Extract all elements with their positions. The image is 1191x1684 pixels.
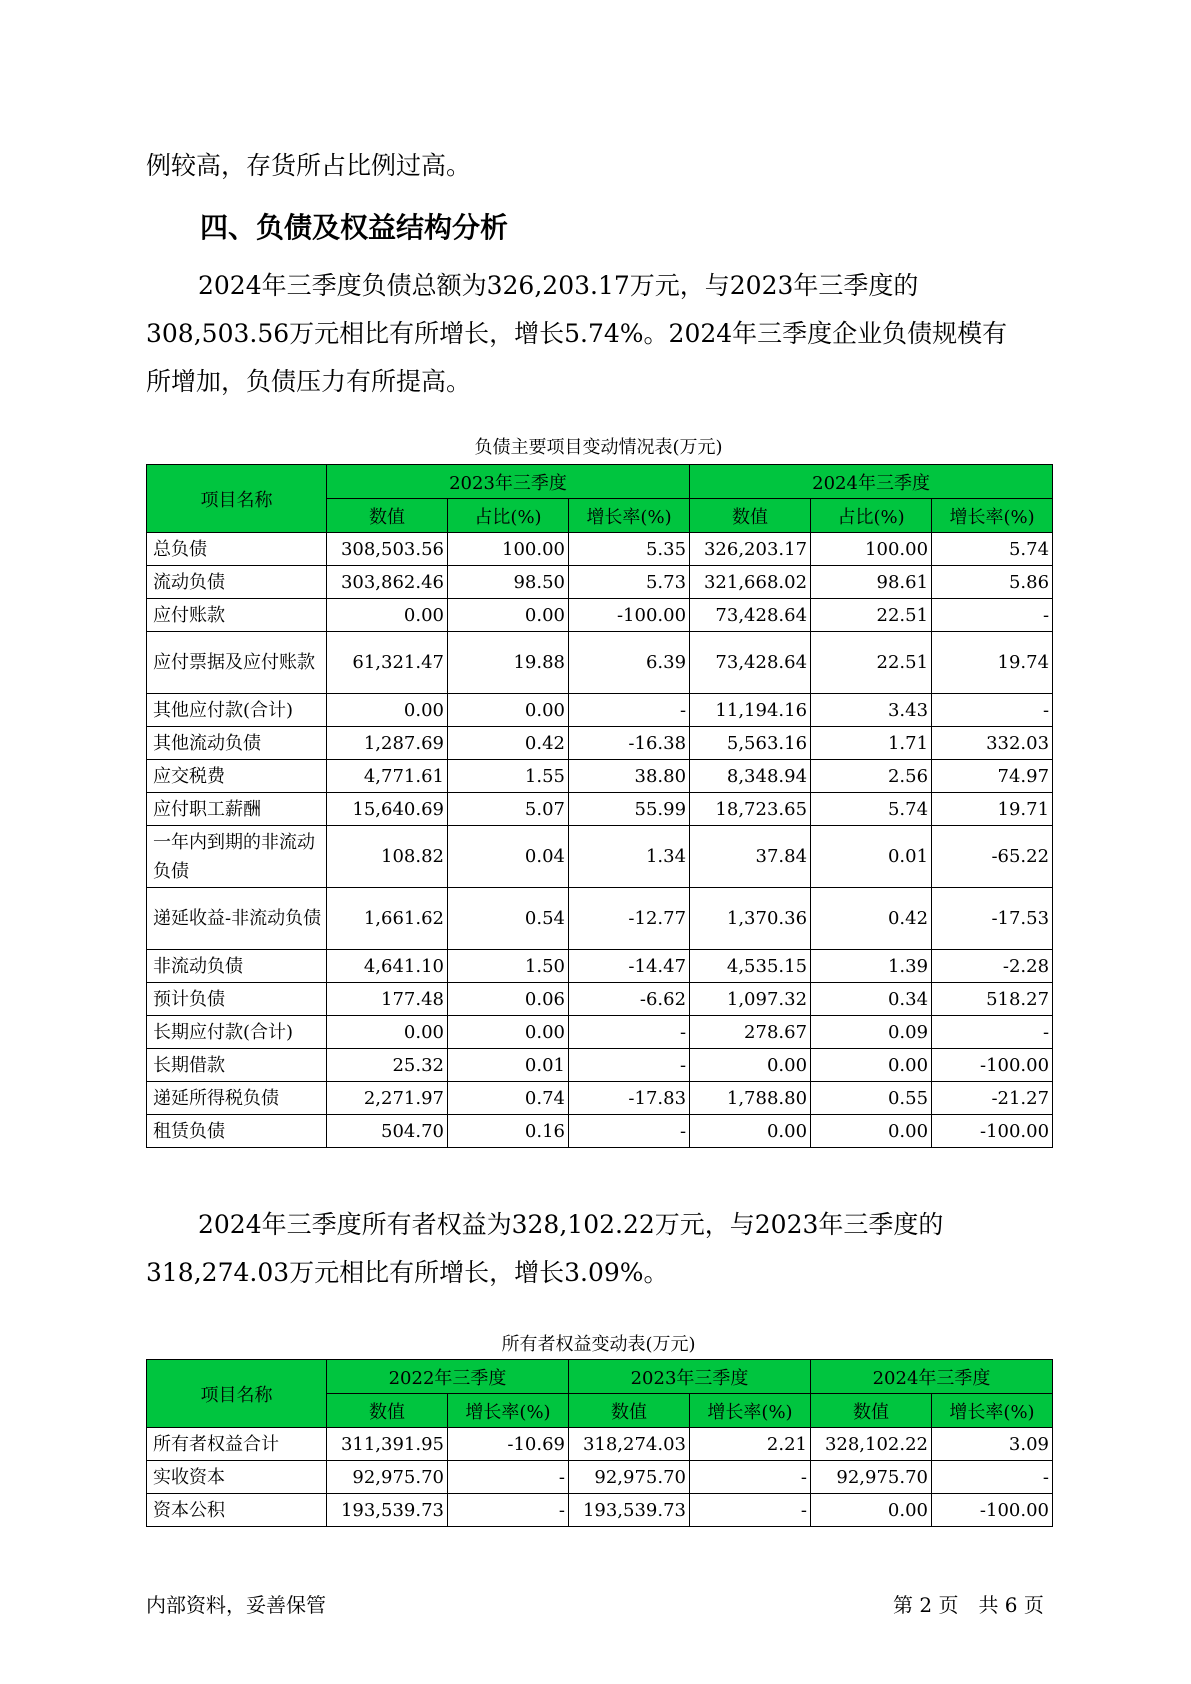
liability-table	[146, 464, 1053, 1148]
table-cell: -	[690, 1461, 811, 1494]
table-cell: 0.09	[811, 1016, 932, 1049]
row-label: 应交税费	[147, 760, 327, 793]
table-cell: -	[932, 599, 1053, 632]
table-cell: 5.74	[932, 533, 1053, 566]
row-label: 长期应付款(合计)	[147, 1016, 327, 1049]
paragraph-line: 2024年三季度负债总额为326,203.17万元，与2023年三季度的	[198, 271, 919, 300]
table-cell: 308,503.56	[327, 533, 448, 566]
header-sub: 占比(%)	[448, 499, 569, 533]
table-cell: 0.01	[811, 826, 932, 888]
table-cell: 98.50	[448, 566, 569, 599]
table-cell: 0.16	[448, 1115, 569, 1148]
table-cell: 4,641.10	[327, 950, 448, 983]
table-row	[147, 1082, 1053, 1115]
table-cell: 15,640.69	[327, 793, 448, 826]
table-cell: 1,287.69	[327, 727, 448, 760]
table-cell: 1.55	[448, 760, 569, 793]
liability-paragraph	[146, 262, 1051, 406]
header-sub: 数值	[690, 499, 811, 533]
row-label: 总负债	[147, 533, 327, 566]
row-label: 流动负债	[147, 566, 327, 599]
table-cell: 108.82	[327, 826, 448, 888]
table-cell: 2.21	[690, 1428, 811, 1461]
table-cell: 5,563.16	[690, 727, 811, 760]
header-period: 2023年三季度	[327, 465, 690, 499]
intro-paragraph	[146, 142, 1051, 190]
table-cell: 73,428.64	[690, 599, 811, 632]
table-cell: 0.54	[448, 888, 569, 950]
table-cell: 0.00	[690, 1049, 811, 1082]
row-label: 非流动负债	[147, 950, 327, 983]
table-cell: 193,539.73	[569, 1494, 690, 1527]
table-cell: 5.35	[569, 533, 690, 566]
header-period: 2022年三季度	[327, 1360, 569, 1394]
paragraph-line: 所增加，负债压力有所提高。	[146, 367, 472, 396]
table-cell: 504.70	[327, 1115, 448, 1148]
table-cell: -	[569, 694, 690, 727]
header-item-name: 项目名称	[147, 1360, 327, 1428]
table-cell: 0.74	[448, 1082, 569, 1115]
row-label: 其他应付款(合计)	[147, 694, 327, 727]
table2-caption: 所有者权益变动表(万元)	[501, 1334, 696, 1355]
table-cell: 0.00	[448, 694, 569, 727]
header-sub: 数值	[327, 499, 448, 533]
table-cell: 0.00	[327, 599, 448, 632]
table-cell: -21.27	[932, 1082, 1053, 1115]
table-cell: -100.00	[932, 1049, 1053, 1082]
table-cell: 19.74	[932, 632, 1053, 694]
table-row	[147, 826, 1053, 888]
table-cell: 0.00	[448, 599, 569, 632]
table-cell: 61,321.47	[327, 632, 448, 694]
row-label: 应付账款	[147, 599, 327, 632]
row-label: 递延收益-非流动负债	[147, 888, 327, 950]
table-cell: 1,788.80	[690, 1082, 811, 1115]
header-sub: 数值	[569, 1394, 690, 1428]
table1-caption: 负债主要项目变动情况表(万元)	[474, 437, 723, 458]
table-cell: 100.00	[811, 533, 932, 566]
row-label: 租赁负债	[147, 1115, 327, 1148]
table-cell: -10.69	[448, 1428, 569, 1461]
table-cell: -	[569, 1049, 690, 1082]
table-cell: -	[448, 1494, 569, 1527]
table-cell: -17.53	[932, 888, 1053, 950]
table-row	[147, 793, 1053, 826]
table-row	[147, 760, 1053, 793]
table-cell: 6.39	[569, 632, 690, 694]
table-cell: 1,370.36	[690, 888, 811, 950]
row-label: 实收资本	[147, 1461, 327, 1494]
table-cell: 518.27	[932, 983, 1053, 1016]
table-cell: 0.34	[811, 983, 932, 1016]
intro-line: 例较高，存货所占比例过高。	[146, 151, 472, 180]
table-cell: 318,274.03	[569, 1428, 690, 1461]
table-cell: 0.00	[690, 1115, 811, 1148]
table-row	[147, 632, 1053, 694]
table-cell: 193,539.73	[327, 1494, 448, 1527]
table-cell: 92,975.70	[327, 1461, 448, 1494]
paragraph-line: 318,274.03万元相比有所增长，增长3.09%。	[146, 1258, 669, 1287]
row-label: 递延所得税负债	[147, 1082, 327, 1115]
table-cell: 92,975.70	[811, 1461, 932, 1494]
table-cell: -	[569, 1115, 690, 1148]
table-cell: 3.43	[811, 694, 932, 727]
header-sub: 增长率(%)	[690, 1394, 811, 1428]
table-cell: 177.48	[327, 983, 448, 1016]
row-label: 一年内到期的非流动负债	[147, 826, 327, 888]
table-cell: 0.00	[811, 1494, 932, 1527]
section-heading: 四、负债及权益结构分析	[200, 211, 509, 244]
header-sub: 增长率(%)	[932, 499, 1053, 533]
table-cell: 98.61	[811, 566, 932, 599]
table-cell: -	[932, 1016, 1053, 1049]
table-cell: 3.09	[932, 1428, 1053, 1461]
table-cell: 278.67	[690, 1016, 811, 1049]
table-cell: 0.00	[811, 1115, 932, 1148]
table-cell: 328,102.22	[811, 1428, 932, 1461]
table-cell: 2,271.97	[327, 1082, 448, 1115]
table-cell: 1.34	[569, 826, 690, 888]
table-cell: -100.00	[932, 1115, 1053, 1148]
header-sub: 数值	[327, 1394, 448, 1428]
table-cell: -12.77	[569, 888, 690, 950]
table-cell: 326,203.17	[690, 533, 811, 566]
table-cell: -65.22	[932, 826, 1053, 888]
header-sub: 增长率(%)	[569, 499, 690, 533]
row-label: 应付票据及应付账款	[147, 632, 327, 694]
table-cell: 0.04	[448, 826, 569, 888]
table-row	[147, 1494, 1053, 1527]
table-cell: 38.80	[569, 760, 690, 793]
table-cell: 1,097.32	[690, 983, 811, 1016]
table-cell: -100.00	[569, 599, 690, 632]
table-cell: -14.47	[569, 950, 690, 983]
table-cell: 11,194.16	[690, 694, 811, 727]
header-period: 2023年三季度	[569, 1360, 811, 1394]
table-cell: 22.51	[811, 599, 932, 632]
table-cell: 73,428.64	[690, 632, 811, 694]
header-sub: 占比(%)	[811, 499, 932, 533]
table-row	[147, 599, 1053, 632]
paragraph-line: 2024年三季度所有者权益为328,102.22万元，与2023年三季度的	[198, 1210, 944, 1239]
table-cell: 5.73	[569, 566, 690, 599]
table-cell: -100.00	[932, 1494, 1053, 1527]
table-cell: 4,535.15	[690, 950, 811, 983]
table-cell: 0.42	[448, 727, 569, 760]
table-row	[147, 1428, 1053, 1461]
header-sub: 数值	[811, 1394, 932, 1428]
row-label: 预计负债	[147, 983, 327, 1016]
table-row	[147, 983, 1053, 1016]
table-cell: 37.84	[690, 826, 811, 888]
table-cell: 4,771.61	[327, 760, 448, 793]
table-cell: 19.71	[932, 793, 1053, 826]
table-cell: 311,391.95	[327, 1428, 448, 1461]
table-row	[147, 950, 1053, 983]
equity-table	[146, 1359, 1053, 1527]
table-cell: 1.71	[811, 727, 932, 760]
table-cell: -16.38	[569, 727, 690, 760]
table-cell: 100.00	[448, 533, 569, 566]
table-cell: -	[569, 1016, 690, 1049]
table-cell: 321,668.02	[690, 566, 811, 599]
table-cell: 92,975.70	[569, 1461, 690, 1494]
table-cell: 332.03	[932, 727, 1053, 760]
table-cell: 0.55	[811, 1082, 932, 1115]
table-cell: -17.83	[569, 1082, 690, 1115]
footer-confidential-note: 内部资料，妥善保管	[146, 1593, 326, 1617]
table-cell: 18,723.65	[690, 793, 811, 826]
header-period: 2024年三季度	[811, 1360, 1053, 1394]
table-cell: 303,862.46	[327, 566, 448, 599]
row-label: 资本公积	[147, 1494, 327, 1527]
table-row	[147, 1049, 1053, 1082]
table-cell: -	[932, 694, 1053, 727]
paragraph-line: 308,503.56万元相比有所增长，增长5.74%。2024年三季度企业负债规模有	[146, 319, 1008, 348]
footer-page-number: 第 2 页 共 6 页	[893, 1593, 1044, 1617]
table-cell: 5.86	[932, 566, 1053, 599]
row-label: 所有者权益合计	[147, 1428, 327, 1461]
header-item-name: 项目名称	[147, 465, 327, 533]
table-cell: 19.88	[448, 632, 569, 694]
table-row	[147, 566, 1053, 599]
table-cell: 0.01	[448, 1049, 569, 1082]
table-row	[147, 1016, 1053, 1049]
table-cell: 8,348.94	[690, 760, 811, 793]
table-row	[147, 533, 1053, 566]
table-cell: 74.97	[932, 760, 1053, 793]
table-cell: 0.00	[327, 1016, 448, 1049]
table-cell: 1.50	[448, 950, 569, 983]
header-sub: 增长率(%)	[448, 1394, 569, 1428]
table-row	[147, 1461, 1053, 1494]
table-row	[147, 727, 1053, 760]
table-cell: 2.56	[811, 760, 932, 793]
row-label: 应付职工薪酬	[147, 793, 327, 826]
table-cell: 1,661.62	[327, 888, 448, 950]
table-row	[147, 694, 1053, 727]
table-cell: 0.00	[327, 694, 448, 727]
table-cell: -	[932, 1461, 1053, 1494]
row-label: 长期借款	[147, 1049, 327, 1082]
table-cell: 5.07	[448, 793, 569, 826]
table-cell: 0.00	[811, 1049, 932, 1082]
table-cell: 25.32	[327, 1049, 448, 1082]
table-cell: 0.06	[448, 983, 569, 1016]
row-label: 其他流动负债	[147, 727, 327, 760]
table-cell: 22.51	[811, 632, 932, 694]
header-sub: 增长率(%)	[932, 1394, 1053, 1428]
table-cell: 0.42	[811, 888, 932, 950]
header-period: 2024年三季度	[690, 465, 1053, 499]
equity-paragraph	[146, 1201, 1051, 1297]
table-cell: 55.99	[569, 793, 690, 826]
table-row	[147, 1115, 1053, 1148]
table-cell: 1.39	[811, 950, 932, 983]
table-cell: -2.28	[932, 950, 1053, 983]
table-cell: -	[448, 1461, 569, 1494]
table-cell: 0.00	[448, 1016, 569, 1049]
table-cell: -6.62	[569, 983, 690, 1016]
table-cell: -	[690, 1494, 811, 1527]
table-row	[147, 888, 1053, 950]
table-cell: 5.74	[811, 793, 932, 826]
